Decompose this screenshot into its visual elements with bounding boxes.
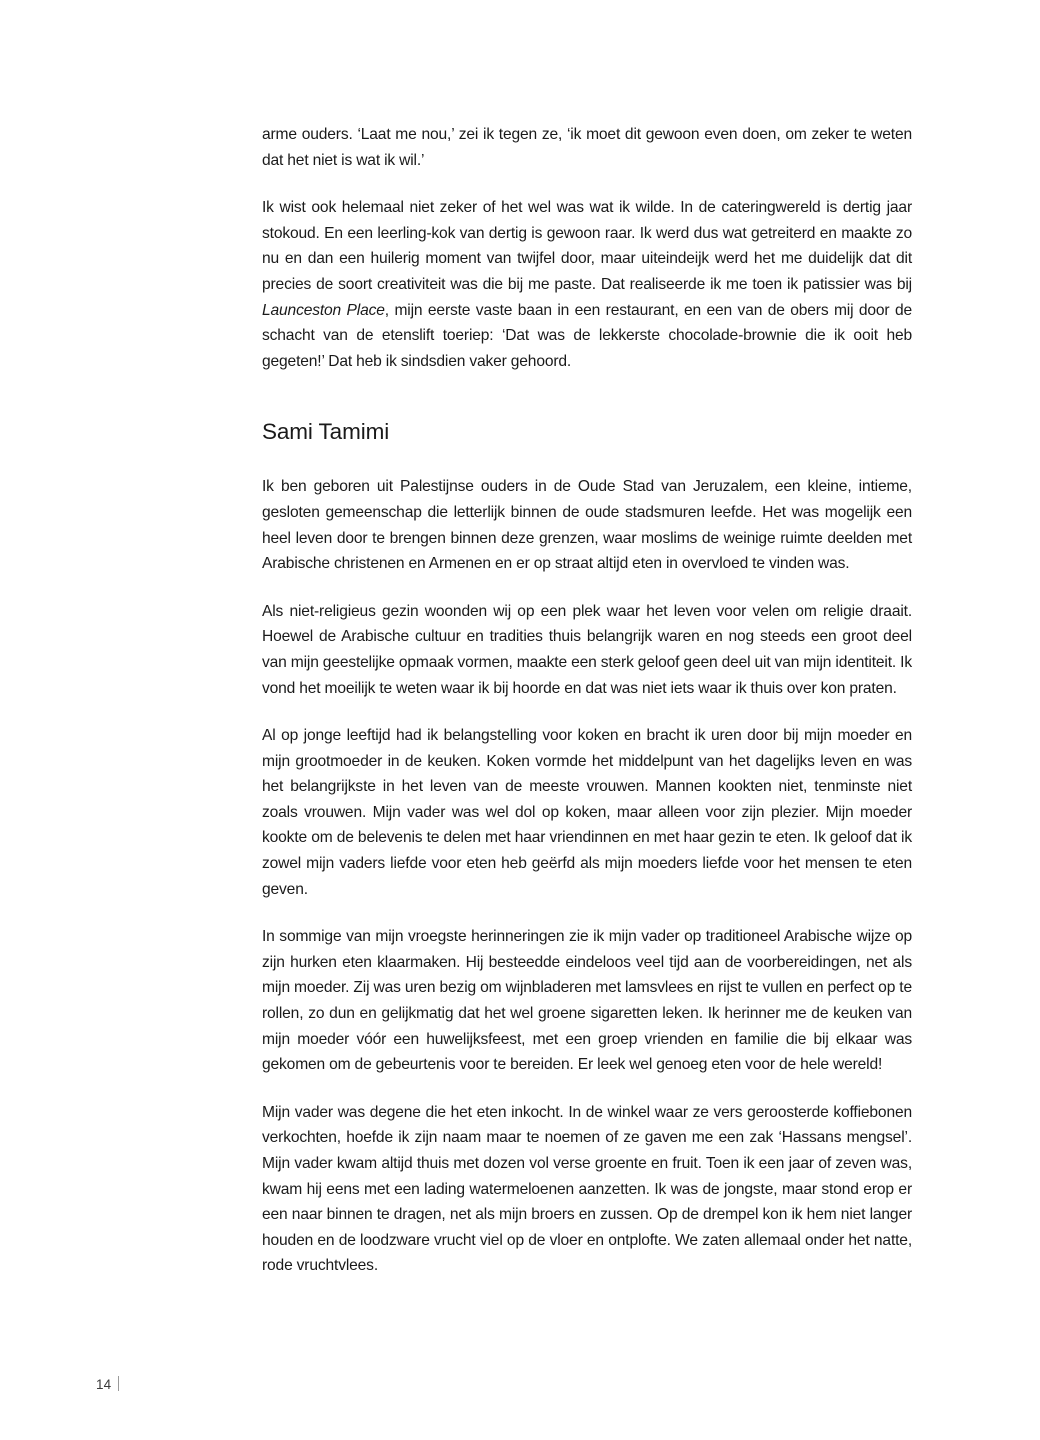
paragraph-continuation: arme ouders. ‘Laat me nou,’ zei ik tegen ze, ‘ik moet dit gewoon even doen, om zeker te weten dat het niet is wat ik wil.’ bbox=[262, 126, 912, 169]
section-heading-sami-tamimi: Sami Tamimi bbox=[262, 419, 390, 445]
page-content bbox=[262, 122, 912, 1279]
paragraph-early-cooking: Al op jonge leeftijd had ik belangstelling voor koken en bracht ik uren door bij mijn moeder en mijn grootmoeder in de keuken. Koken vormde het middelpunt van het dagelijks leven en was het belangrijkste in het leven van de meeste vrouwen. Mannen kookten niet, tenminste niet zoals vrouwen. Mijn vader was wel dol op koken, maar alleen voor zijn plezier. Mijn moeder kookte om de belevenis te delen met haar vriendinnen en met haar gezin te eten. Ik geloof dat ik zowel mijn vaders liefde voor eten heb geërfd als mijn moeders liefde voor het mensen te eten geven. bbox=[262, 727, 912, 898]
section-heading-block bbox=[262, 418, 912, 446]
folio-divider-rule bbox=[118, 1376, 119, 1391]
paragraph-father-shopping: Mijn vader was degene die het eten inkocht. In de winkel waar ze vers geroosterde koffiebonen verkochten, hoefde ik zijn naam maar te noemen of ze gaven me een zak ‘Hassans mengsel’. Mijn vader kwam altijd thuis met dozen vol verse groente en fruit. Toen ik een jaar of zeven was, kwam hij eens met een lading watermeloenen aanzetten. Ik was de jongste, maar stond erop er een naar binnen te dragen, net als mijn broers en zussen. Op de drempel kon ik hem niet langer houden en de loodzware vrucht viel op de vloer en ontplofte. We zaten allemaal onder het natte, rode vruchtvlees. bbox=[262, 1103, 912, 1275]
restaurant-name-italic: Launceston Place bbox=[262, 301, 385, 319]
paragraph-religion-identity: Als niet-religieus gezin woonden wij op een plek waar het leven voor velen om religie draait. Hoewel de Arabische cultuur en tradities thuis belangrijk waren en nog steeds een groot deel van mijn geestelijke opmaak vormen, maakte een sterk geloof geen deel uit van mijn identiteit. Ik vond het moeilijk te weten waar ik bij hoorde en dat was niet iets waar ik thuis over kon praten. bbox=[262, 602, 912, 697]
page-number: 14 bbox=[96, 1377, 112, 1392]
paragraph-text-part-2: , mijn eerste vaste baan in een restaurant, en een van de obers mij door de schacht van de etenslift toeriep: ‘Dat was de lekkerste chocolade-brownie die ik ooit heb gegeten!’ Dat heb ik sindsdien vaker gehoord. bbox=[262, 301, 912, 370]
paragraph-earliest-memories: In sommige van mijn vroegste herinneringen zie ik mijn vader op traditioneel Arabische wijze op zijn hurken eten klaarmaken. Hij besteedde eindeloos veel tijd aan de voorbereidingen, net als mijn moeder. Zij was uren bezig om wijnbladeren met lamsvlees en rijst te vullen en perfect op te rollen, zo dun en gelijkmatig dat het wel groene sigaretten leken. Ik herinner me de keuken van mijn moeder vóór een huwelijksfeest, met een groep vrienden en familie die bij elkaar was gekomen om de gebeurtenis voor te bereiden. Er leek wel genoeg eten voor de hele wereld! bbox=[262, 928, 912, 1074]
paragraph-birth-jerusalem: Ik ben geboren uit Palestijnse ouders in de Oude Stad van Jeruzalem, een kleine, intieme, gesloten gemeenschap die letterlijk binnen de oude stadsmuren leefde. Het was mogelijk een heel leven door te brengen binnen deze grenzen, waar moslims de weinige ruimte deelden met Arabische christenen en Armenen en er op straat altijd eten in overvloed te vinden was. bbox=[262, 478, 912, 573]
paragraph-text-part-1: Ik wist ook helemaal niet zeker of het wel was wat ik wilde. In de cateringwereld is dertig jaar stokoud. En een leerling-kok van dertig is gewoon raar. Ik werd dus wat getreiterd en maakte zo nu en dan een huilerig moment van twijfel door, maar uiteindeijk werd het me duidelijk dat dit precies de soort creativiteit was die bij me paste. Dat realiseerde ik me toen ik patissier was bij bbox=[262, 199, 912, 293]
page-footer bbox=[96, 1374, 119, 1394]
paragraph-with-italic-title bbox=[262, 195, 912, 374]
